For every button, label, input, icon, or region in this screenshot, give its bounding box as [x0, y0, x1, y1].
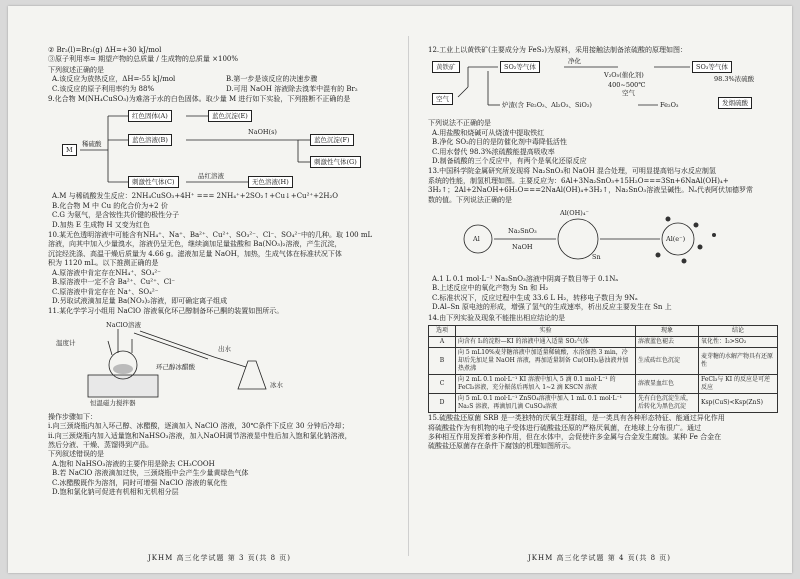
q11-step-1: i.向三颈烧瓶内加入环己醇、冰醋酸，逐滴加入 NaClO 溶液，30℃条件下反应 30 分钟后冷却； — [48, 422, 349, 431]
purify-label: 净化 — [568, 57, 581, 66]
q12-stem-line: 12.工业上以黄铁矿(主要成分为 FeS₂)为原料，采用接触法制备浓硫酸的原理如图： — [428, 46, 688, 54]
air-box: 空气 — [432, 93, 453, 105]
aluminum-label: Al — [473, 235, 480, 244]
q13-option-c: C.标准状况下，反应过程中生成 33.6 L H₂，转移电子数目为 9Nₐ — [432, 293, 638, 302]
q12-option-a: A.用盐酸和烧碱可从烧渣中提取铁红 — [432, 128, 545, 137]
mechanism-drawing — [428, 207, 780, 273]
q14-table — [428, 325, 778, 413]
q12-option-c: C.用水替代 98.3%浓硫酸能提高吸收率 — [432, 147, 555, 156]
q10-line-4: 积为 1120 mL。以下推测正确的是 — [48, 259, 159, 268]
catalyst-label: V₂O₅(催化剂) — [604, 71, 644, 80]
air-2-label: 空气 — [622, 89, 635, 98]
q10-option-b: B.原溶液中一定不含 Ba²⁺、Cu²⁺、Cl⁻ — [52, 278, 176, 287]
pungent-gas-g-box: 刺激性气体(G) — [310, 156, 361, 168]
q9-option-b: B.化合物 M 中 Cu 的化合价为+2 价 — [52, 201, 168, 210]
naoh-reagent-label: NaOH — [512, 243, 533, 252]
exam-sheet — [8, 6, 792, 573]
ice-water-label: 冰水 — [270, 380, 283, 389]
apparatus-drawing — [48, 319, 400, 411]
q14-stem: 14.由下列实验及现象不能推出相应结论的是 — [428, 313, 566, 322]
q13-option-a: A.1 L 0.1 mol·L⁻¹ Na₂SnO₃溶液中阴离子数目等于 0.1Nₐ — [432, 275, 619, 284]
q8-stem: 下列叙述正确的是 — [48, 65, 104, 74]
table-cell: 溶液蓝色褪去 — [636, 337, 699, 348]
q11-option-a: A.饱和 NaHSO₃溶液的主要作用是除去 CH₃COOH — [52, 459, 215, 468]
q12-option-b: B.净化 SO₂的目的是防催化剂中毒降低活性 — [432, 138, 567, 147]
pungent-gas-c-box: 刺激性气体(C) — [128, 176, 179, 188]
q13-line-4: 数的值。下列说法正确的是 — [428, 195, 512, 204]
so2-box: SO₂等气体 — [500, 61, 540, 73]
q15-line-3: 多种相互作用发挥着多种作用，但在水体中，会促使许多金属与合金发生腐蚀。某种 Fe 合金在 — [428, 432, 722, 441]
blue-solution-box: 蓝色溶液(B) — [128, 134, 172, 146]
q10-option-c: C.原溶液中肯定存在 Na⁺、SO₄²⁻ — [52, 287, 159, 296]
blue-precip-e-box: 蓝色沉淀(E) — [208, 110, 252, 122]
table-header-cell: 结论 — [699, 326, 778, 337]
table-row — [429, 337, 778, 348]
table-row — [429, 375, 778, 394]
temperature-label: 400~500℃ — [608, 81, 646, 90]
table-row — [429, 394, 778, 413]
q13-option-b: B.上述反应中的氧化产物为 Sn 和 H₂ — [432, 284, 549, 293]
page-3-column — [48, 46, 400, 497]
q11-apparatus-diagram — [48, 319, 400, 411]
table-cell: 向 2 mL 0.1 mol·L⁻¹ KI 溶液中加入 5 滴 0.1 mol·L⁻¹ 的 FeCl₃溶液，充分振荡后再加入 1~2 滴 KSCN 溶液 — [456, 375, 636, 394]
dilute-acid-label: 稀硫酸 — [82, 140, 102, 149]
fuming-acid-box: 发烟硫酸 — [718, 97, 752, 109]
table-cell: 麦芽糖的水解产物具有还原性 — [699, 348, 778, 375]
q10-option-d: D.另取试液滴加足量 Ba(NO₃)₂溶液，即可确定离子组成 — [52, 296, 228, 305]
q11-stem: 11.某化学学习小组用 NaClO 溶液氧化环己醇制备环己酮的装置如图所示。 — [48, 307, 284, 316]
aluminate-label: Al(OH)₄⁻ — [560, 209, 589, 218]
q15-line-4: 硫酸盐还原菌存在条件下腐蚀的机理如图所示。 — [428, 442, 575, 451]
q13-line-3: 3H₂↑；2Al+2NaOH+6H₂O===2NaAl(OH)₄+3H₂↑，Na₂SnO₃溶液呈碱性。Nₐ代表阿伏加德罗常 — [428, 186, 754, 195]
q9-option-d: D.加热 E 生成物 H 又变为红色 — [52, 220, 150, 229]
table-cell: 生成砖红色沉淀 — [636, 348, 699, 375]
q9-stem: 9.化合物 M(NH₄CuSO₃)为难溶于水的白色固体。取少量 M 进行如下实验，下列推断不正确的是 — [48, 95, 351, 104]
equation-3 — [48, 55, 400, 64]
stirrer-label: 恒温磁力搅拌器 — [90, 398, 136, 407]
stannate-label: Na₂SnO₃ — [508, 227, 537, 236]
tin-label: Sn — [592, 253, 601, 262]
q15-line-2: 将硫酸盐作为有机物的电子受体进行硫酸盐还原的严格厌氧菌，在地球上分布很广。通过 — [428, 423, 701, 432]
compound-m-box: M — [62, 144, 77, 156]
slag-label: 炉渣(含 Fe₂O₃、Al₂O₃、SiO₂) — [502, 101, 592, 110]
q8-option-c: C.该反应的原子利用率约为 88% — [52, 84, 155, 93]
table-cell: 向含有 I₂的淀粉—KI 的溶液中通入适量 SO₂气体 — [456, 337, 636, 348]
q10-line-1: 10.某无色透明溶液中可能含有NH₄⁺、Na⁺、Ba²⁺、Cu²⁺、SO₃²⁻、Cl⁻、SO₄²⁻中的几种。取 100 mL — [48, 231, 373, 240]
q10-line-2: 溶液，向其中加入少量溴水，溶液仍呈无色，继续滴加足量盐酸和 Ba(NO₃)₂溶液，产生沉淀， — [48, 240, 342, 249]
table-cell: 溶液显血红色 — [636, 375, 699, 394]
pyrite-box: 黄铁矿 — [432, 61, 460, 73]
colorless-solution-box: 无色溶液(H) — [248, 176, 293, 188]
page-4-footer: JKHM 高三化学试题 第 4 页(共 8 页) — [528, 554, 672, 562]
page-divider — [408, 36, 409, 556]
q9-option-c: C.G 为氨气，是含铵性共价键的极性分子 — [52, 211, 180, 220]
q10-option-a: A.原溶液中肯定存在NH₄⁺、SO₄²⁻ — [52, 268, 161, 277]
atom-economy-formula: 期望产物的总质量 / 生成物的总质量 ×100% — [98, 55, 239, 64]
table-header-cell: 选项 — [429, 326, 456, 337]
q12-question: 下列说法不正确的是 — [428, 119, 491, 128]
q10-line-3: 沉淀经洗涤、高温干燥后质量为 4.66 g。滤液加足量 NaOH，加热，生成气体在标准状况下体 — [48, 249, 342, 258]
page-4-column — [428, 46, 780, 452]
q8-option-a: A.该反应为放热反应，ΔH=-55 kJ/mol — [52, 75, 176, 84]
water-out-label: 出水 — [218, 344, 231, 353]
conc-acid-label: 98.3%浓硫酸 — [714, 75, 755, 84]
table-header-row — [429, 326, 778, 337]
so3-box: SO₃等气体 — [692, 61, 732, 73]
table-cell: A — [429, 337, 456, 348]
q8-options — [48, 75, 400, 94]
q11-option-b: B.若 NaClO 溶液滴加过快，三颈烧瓶中会产生少量黄绿色气体 — [52, 469, 249, 478]
q12-flow-diagram — [428, 57, 780, 117]
fuchsin-label: 品红溶液 — [198, 172, 224, 181]
table-header-cell: 实验 — [456, 326, 636, 337]
q11-option-d: D.饱和氯化钠可促进有机相和无机相分层 — [52, 487, 179, 496]
mixture-label: 环己醇冰醋酸 — [156, 362, 195, 371]
table-cell: B — [429, 348, 456, 375]
table-header-cell: 现象 — [636, 326, 699, 337]
table-cell: 氧化性：I₂>SO₂ — [699, 337, 778, 348]
q12-option-d: D.制备硫酸的三个反应中，有两个是氧化还原反应 — [432, 157, 587, 166]
q13-mechanism-diagram — [428, 207, 780, 273]
table-cell: C — [429, 375, 456, 394]
table-row — [429, 348, 778, 375]
table-cell: 先有白色沉淀生成，后转化为黑色沉淀 — [636, 394, 699, 413]
q8-option-d: D.可用 NaOH 溶液除去溴苯中混有的 Br₂ — [226, 84, 358, 93]
naoh-label: NaOH(s) — [248, 128, 277, 137]
atom-economy-label: ③原子利用率= — [48, 55, 96, 64]
equation-2: ② Br₂(l)=Br₂(g) ΔH=+30 kJ/mol — [48, 46, 162, 54]
al-electron-label: Al(e⁻) — [666, 235, 686, 244]
table-cell: Ksp(CuS)<Ksp(ZnS) — [699, 394, 778, 413]
red-solid-box: 红色固体(A) — [128, 110, 172, 122]
q15-line-1: 15.硫酸盐还原菌 SRB 是一类独特的厌氧生理群组，是一类具有各种形态特征、能通过异化作用 — [428, 414, 725, 423]
q11-step-0: 操作步骤如下： — [48, 412, 97, 421]
q11-step-3: 然后分液、干燥、蒸馏得到产品。 — [48, 440, 153, 449]
q13-line-1: 13.中国科学院金属研究所发现将 Na₂SnO₃和 NaOH 混合处理，可明显提高铝与水反应制氢 — [428, 167, 716, 176]
q11-option-c: C.冰醋酸既作为溶剂，同时可增强 NaClO 溶液的氧化性 — [52, 478, 228, 487]
q13-option-d: D.Al–Sn 原电池的形成，增强了氢气的生成速率，析出反应主要发生在 Sn 上 — [432, 303, 672, 312]
table-cell: D — [429, 394, 456, 413]
blue-precip-f-box: 蓝色沉淀(F) — [310, 134, 354, 146]
q11-step-4: 下列叙述错误的是 — [48, 450, 104, 459]
page-3-footer: JKHM 高三化学试题 第 3 页(共 8 页) — [148, 554, 292, 562]
fe2o3-label: Fe₂O₃ — [660, 101, 679, 110]
q13-line-2: 系统的性能，制氢机理如图。主要反应为：6Al+3Na₂SnO₃+15H₂O===3Sn+6NaAl(OH)₄+ — [428, 176, 729, 185]
table-cell: FeCl₃与 KI 的反应是可逆反应 — [699, 375, 778, 394]
table-cell: 向 5 mL 0.1 mol·L⁻¹ ZnSO₄溶液中加入 1 mL 0.1 mol·L⁻¹ Na₂S 溶液，再滴加几滴 CuSO₄溶液 — [456, 394, 636, 413]
q9-flow-diagram — [48, 106, 400, 190]
q11-step-2: ii.向三颈烧瓶内加入适量饱和NaHSO₃溶液，加入NaOH调节溶液显中性后加入饱和氯化钠溶液， — [48, 431, 352, 440]
naclo-label: NaClO溶液 — [106, 320, 141, 329]
q9-option-a: A.M 与稀硫酸发生反应：2NH₄CuSO₃+4H⁺ === 2NH₄⁺+2SO₂↑+Cu↓+Cu²⁺+2H₂O — [52, 192, 339, 201]
q8-option-b: B.第一步是该反应的决速步骤 — [226, 75, 318, 84]
thermometer-label: 温度计 — [56, 338, 76, 347]
table-cell: 向 5 mL10%麦芽糖溶液中加适量稀硫酸，水浴加热 3 min，冷却后先加足量 NaOH 溶液，再加适量制备 Cu(OH)₂悬浊液并加热煮沸 — [456, 348, 636, 375]
